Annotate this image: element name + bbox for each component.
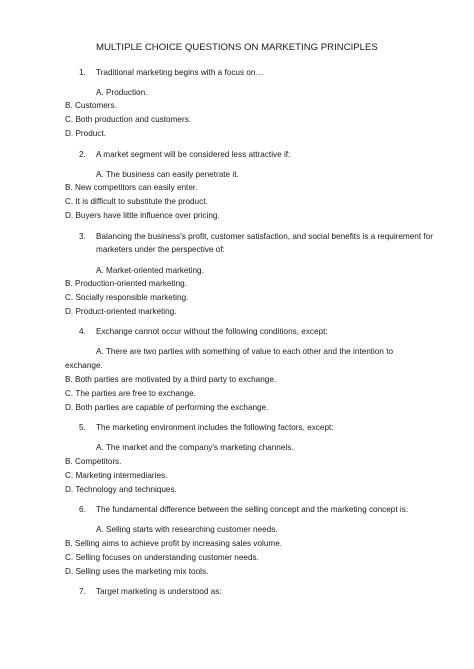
question-1-text: Traditional marketing begins with a focus on… bbox=[96, 68, 264, 77]
question-4-text: Exchange cannot occur without the following conditions, except: bbox=[96, 327, 328, 336]
question-6-option-d: D. Selling uses the marketing mix tools. bbox=[65, 567, 209, 576]
question-1-option-a: A. Production. bbox=[96, 88, 148, 97]
question-6-number: 6. bbox=[79, 505, 86, 514]
question-2-option-d: D. Buyers have little influence over pricing. bbox=[65, 211, 220, 220]
question-6-option-b: B. Selling aims to achieve profit by increasing sales volume. bbox=[65, 539, 283, 548]
question-2-option-a: A. The business can easily penetrate it. bbox=[96, 170, 239, 179]
question-6-option-c: C. Selling focuses on understanding customer needs. bbox=[65, 553, 259, 562]
question-3-text-line2: marketers under the perspective of: bbox=[96, 245, 225, 254]
question-3-option-c: C. Socially responsible marketing. bbox=[65, 293, 189, 302]
question-5-option-a: A. The market and the company's marketing channels. bbox=[96, 443, 294, 452]
question-3-number: 3. bbox=[79, 232, 86, 241]
question-4-option-c: C. The parties are free to exchange. bbox=[65, 389, 196, 398]
question-1-option-b: B. Customers. bbox=[65, 101, 117, 110]
question-4-option-a-line1: A. There are two parties with something of value to each other and the intention to bbox=[96, 347, 394, 356]
question-5-option-c: C. Marketing intermediaries. bbox=[65, 471, 168, 480]
question-3-option-d: D. Product-oriented marketing. bbox=[65, 307, 177, 316]
question-1-option-c: C. Both production and customers. bbox=[65, 115, 192, 124]
question-3-option-b: B. Production-oriented marketing. bbox=[65, 279, 187, 288]
question-4-option-b: B. Both parties are motivated by a third party to exchange. bbox=[65, 375, 277, 384]
question-2-option-c: C. It is difficult to substitute the product. bbox=[65, 197, 208, 206]
question-5-option-d: D. Technology and techniques. bbox=[65, 485, 177, 494]
question-7-text: Target marketing is understood as: bbox=[96, 587, 222, 596]
question-4-option-d: D. Both parties are capable of performing the exchange. bbox=[65, 403, 269, 412]
question-4-option-a-line2: exchange. bbox=[65, 361, 103, 370]
page-title: MULTIPLE CHOICE QUESTIONS ON MARKETING PRINCIPLES bbox=[96, 42, 378, 53]
question-1-number: 1. bbox=[79, 68, 86, 77]
question-1-option-d: D. Product. bbox=[65, 129, 106, 138]
question-5-option-b: B. Competitors. bbox=[65, 457, 122, 466]
question-6-text: The fundamental difference between the selling concept and the marketing concept is: bbox=[96, 505, 409, 514]
question-4-number: 4. bbox=[79, 327, 86, 336]
question-3-text-line1: Balancing the business's profit, customer satisfaction, and social benefits is a requirement for bbox=[96, 232, 433, 241]
question-5-text: The marketing environment includes the following factors, except: bbox=[96, 423, 334, 432]
question-2-text: A market segment will be considered less attractive if: bbox=[96, 150, 291, 159]
question-3-option-a: A. Market-oriented marketing. bbox=[96, 266, 204, 275]
question-6-option-a: A. Selling starts with researching customer needs. bbox=[96, 525, 278, 534]
question-2-option-b: B. New competitors can easily enter. bbox=[65, 183, 198, 192]
question-7-number: 7. bbox=[79, 587, 86, 596]
question-5-number: 5. bbox=[79, 423, 86, 432]
question-2-number: 2. bbox=[79, 150, 86, 159]
